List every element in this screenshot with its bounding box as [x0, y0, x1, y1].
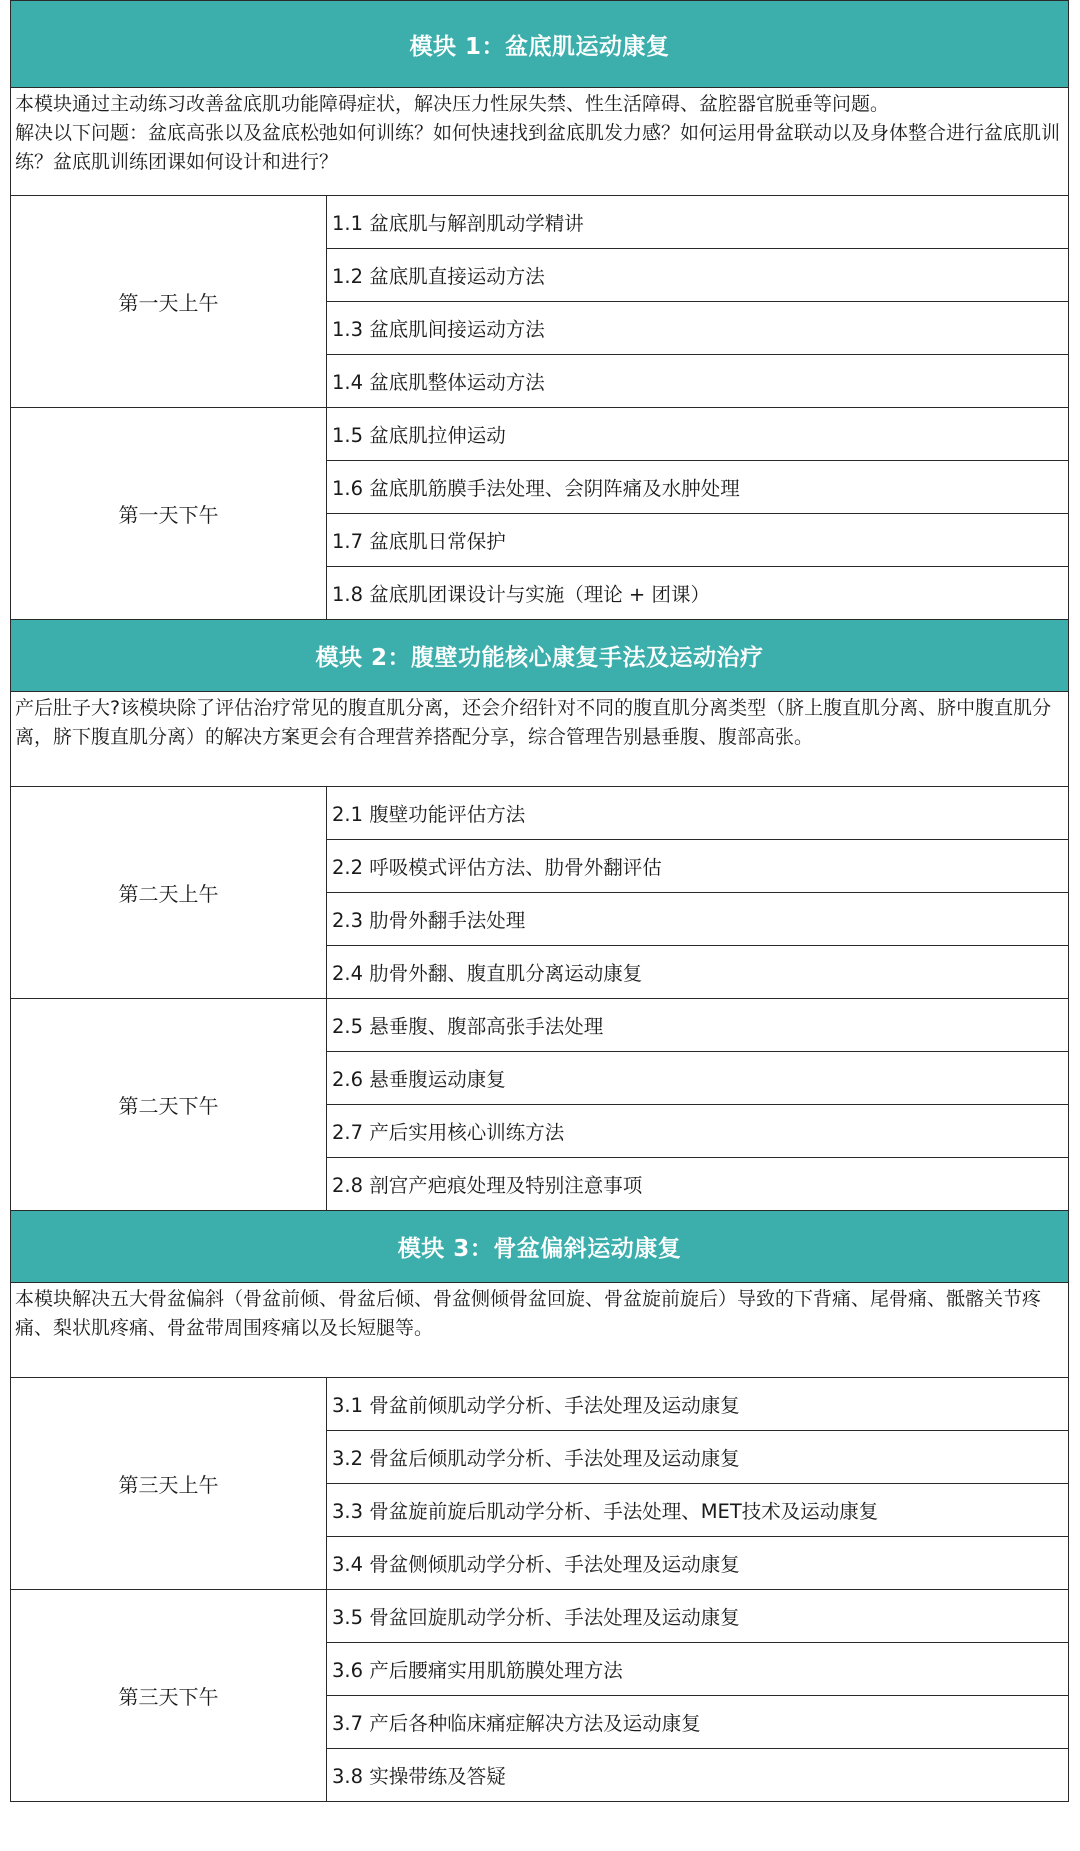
- topic-item: 1.4 盆底肌整体运动方法: [327, 355, 1069, 408]
- module-2-title: 模块 2：腹壁功能核心康复手法及运动治疗: [11, 620, 1069, 692]
- topic-item: 1.5 盆底肌拉伸运动: [327, 408, 1069, 461]
- topic-item: 1.6 盆底肌筋膜手法处理、会阴阵痛及水肿处理: [327, 461, 1069, 514]
- topic-item: 3.5 骨盆回旋肌动学分析、手法处理及运动康复: [327, 1590, 1069, 1643]
- topic-item: 2.1 腹壁功能评估方法: [327, 787, 1069, 840]
- topic-item: 3.3 骨盆旋前旋后肌动学分析、手法处理、MET技术及运动康复: [327, 1484, 1069, 1537]
- session-label: 第一天上午: [11, 196, 327, 408]
- module-1-title: 模块 1：盆底肌运动康复: [11, 1, 1069, 88]
- topic-item: 2.8 剖宫产疤痕处理及特别注意事项: [327, 1158, 1069, 1211]
- topic-item: 2.3 肋骨外翻手法处理: [327, 893, 1069, 946]
- table-row: [11, 999, 1069, 1052]
- session-label: 第三天上午: [11, 1378, 327, 1590]
- module-1-description: [11, 88, 1069, 196]
- topic-item: 2.2 呼吸模式评估方法、肋骨外翻评估: [327, 840, 1069, 893]
- topic-item: 3.6 产后腰痛实用肌筋膜处理方法: [327, 1643, 1069, 1696]
- session-label: 第二天下午: [11, 999, 327, 1211]
- module-2-description: [11, 692, 1069, 787]
- module-3-description-row: [11, 1283, 1069, 1378]
- topic-item: 2.5 悬垂腹、腹部高张手法处理: [327, 999, 1069, 1052]
- session-label: 第三天下午: [11, 1590, 327, 1802]
- topic-item: 3.7 产后各种临床痛症解决方法及运动康复: [327, 1696, 1069, 1749]
- topic-item: 1.3 盆底肌间接运动方法: [327, 302, 1069, 355]
- module-2-header-row: [11, 620, 1069, 692]
- topic-item: 2.4 肋骨外翻、腹直肌分离运动康复: [327, 946, 1069, 999]
- module-3-description-text: 本模块解决五大骨盆偏斜（骨盆前倾、骨盆后倾、骨盆侧倾骨盆回旋、骨盆旋前旋后）导致的下背痛、尾骨痛、骶髂关节疼痛、梨状肌疼痛、骨盆带周围疼痛以及长短腿等。: [15, 1288, 1042, 1339]
- table-row: [11, 408, 1069, 461]
- topic-item: 3.4 骨盆侧倾肌动学分析、手法处理及运动康复: [327, 1537, 1069, 1590]
- topic-item: 2.7 产后实用核心训练方法: [327, 1105, 1069, 1158]
- session-label: 第一天下午: [11, 408, 327, 620]
- topic-item: 1.7 盆底肌日常保护: [327, 514, 1069, 567]
- topic-item: 3.2 骨盆后倾肌动学分析、手法处理及运动康复: [327, 1431, 1069, 1484]
- topic-item: 1.2 盆底肌直接运动方法: [327, 249, 1069, 302]
- module-1-description-line-1: 本模块通过主动练习改善盆底肌功能障碍症状，解决压力性尿失禁、性生活障碍、盆腔器官脱垂等问题。: [15, 93, 890, 115]
- module-1-description-line-2: 解决以下问题：盆底高张以及盆底松弛如何训练？如何快速找到盆底肌发力感？如何运用骨盆联动以及身体整合进行盆底肌训练？盆底肌训练团课如何设计和进行？: [15, 122, 1061, 173]
- topic-item: 3.1 骨盆前倾肌动学分析、手法处理及运动康复: [327, 1378, 1069, 1431]
- module-3-title: 模块 3：骨盆偏斜运动康复: [11, 1211, 1069, 1283]
- table-row: [11, 1378, 1069, 1431]
- topic-item: 3.8 实操带练及答疑: [327, 1749, 1069, 1802]
- module-3-description: [11, 1283, 1069, 1378]
- topic-item: 2.6 悬垂腹运动康复: [327, 1052, 1069, 1105]
- module-1-header-row: [11, 1, 1069, 88]
- table-row: [11, 787, 1069, 840]
- topic-item: 1.1 盆底肌与解剖肌动学精讲: [327, 196, 1069, 249]
- table-row: [11, 196, 1069, 249]
- module-2-description-row: [11, 692, 1069, 787]
- schedule-table: [10, 0, 1069, 1802]
- topic-item: 1.8 盆底肌团课设计与实施（理论 + 团课）: [327, 567, 1069, 620]
- module-1-description-row: [11, 88, 1069, 196]
- table-row: [11, 1590, 1069, 1643]
- module-3-header-row: [11, 1211, 1069, 1283]
- module-2-description-text: 产后肚子大?该模块除了评估治疗常见的腹直肌分离，还会介绍针对不同的腹直肌分离类型（脐上腹直肌分离、脐中腹直肌分离，脐下腹直肌分离）的解决方案更会有合理营养搭配分享，综合管理告别悬垂腹、腹部高张。: [15, 697, 1052, 748]
- session-label: 第二天上午: [11, 787, 327, 999]
